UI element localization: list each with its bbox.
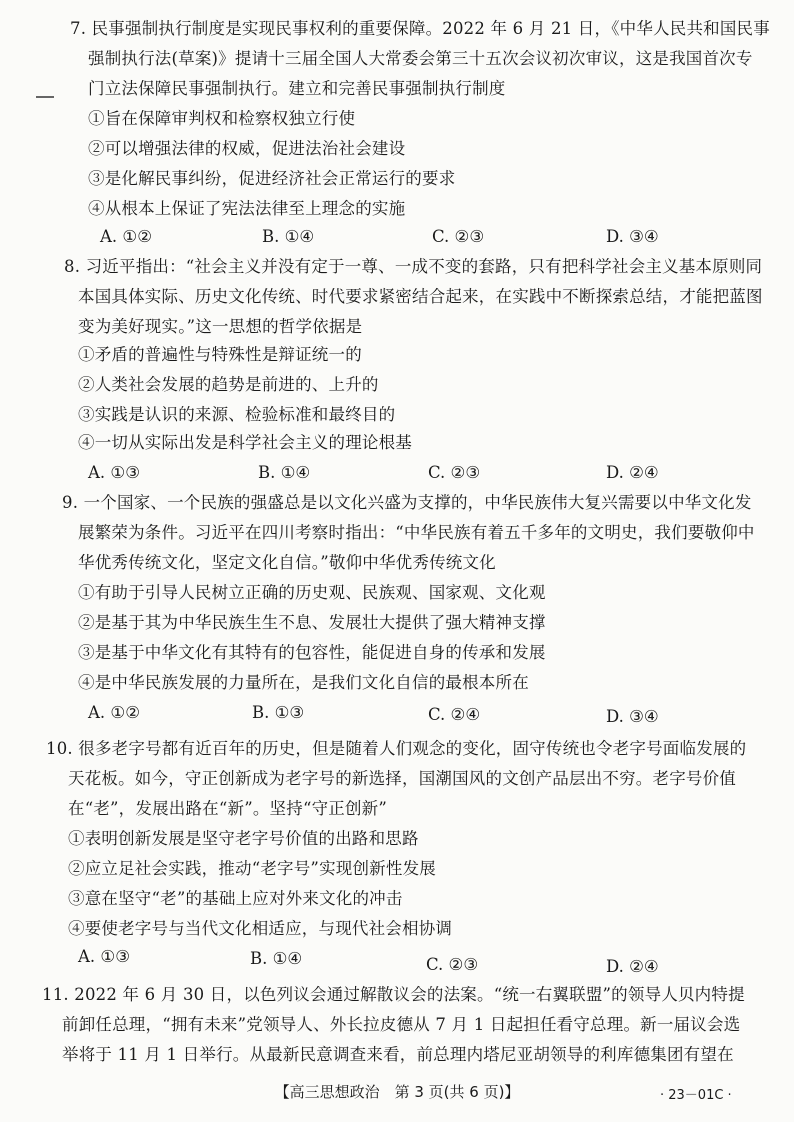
answer-item: ①有助于引导人民树立正确的历史观、民族观、国家观、文化观	[78, 583, 546, 602]
answer-item: ①表明创新发展是坚守老字号价值的出路和思路	[68, 829, 419, 848]
answer-item: ②是基于其为中华民族生生不息、发展壮大提供了强大精神支撑	[78, 613, 546, 632]
option-c[interactable]: C. ②③	[428, 463, 481, 482]
answer-item: ③是化解民事纠纷，促进经济社会正常运行的要求	[88, 169, 456, 188]
question-stem-line: 本国具体实际、历史文化传统、时代要求紧密结合起来，在实践中不断探索总结，才能把蓝图	[78, 287, 763, 306]
question-stem-line: 前卸任总理，“拥有未来”党领导人、外长拉皮德从 7 月 1 日起担任看守总理。新一届议会选	[62, 1015, 741, 1034]
question-stem-line: 11. 2022 年 6 月 30 日，以色列议会通过解散议会的法案。“统一右翼联盟”的领导人贝内特提	[42, 985, 745, 1004]
answer-item: ②可以增强法律的权威，促进法治社会建设	[88, 139, 406, 158]
option-d[interactable]: D. ②④	[606, 463, 659, 482]
question-stem-line: 举将于 11 月 1 日举行。从最新民意调查来看，前总理内塔尼亚胡领导的利库德集团有望在	[62, 1045, 734, 1064]
option-c[interactable]: C. ②③	[432, 227, 485, 246]
question-stem-line: 门立法保障民事强制执行。建立和完善民事强制执行制度	[88, 79, 506, 98]
answer-item: ④一切从实际出发是科学社会主义的理论根基	[78, 433, 412, 452]
question-stem-line: 8. 习近平指出：“社会主义并没有定于一尊、一成不变的套路，只有把科学社会主义基本原则同	[64, 257, 763, 276]
question-stem-line: 7. 民事强制执行制度是实现民事权利的重要保障。2022 年 6 月 21 日，《中华人民共和国民事	[70, 19, 770, 38]
option-d[interactable]: D. ②④	[606, 957, 659, 976]
question-stem-line: 在“老”，发展出路在“新”。坚持“守正创新”	[68, 799, 388, 818]
answer-item: ④要使老字号与当代文化相适应，与现代社会相协调	[68, 919, 453, 938]
question-stem-line: 天花板。如今，守正创新成为老字号的新选择，国潮国风的文创产品层出不穷。老字号价值	[68, 769, 736, 788]
answer-item: ③实践是认识的来源、检验标准和最终目的	[78, 405, 396, 424]
answer-item: ④从根本上保证了宪法法律至上理念的实施	[88, 199, 406, 218]
answer-item: ①矛盾的普遍性与特殊性是辩证统一的	[78, 345, 362, 364]
option-d[interactable]: D. ③④	[606, 707, 659, 726]
answer-item: ③是基于中华文化有其特有的包容性，能促进自身的传承和发展	[78, 643, 546, 662]
question-stem-line: 9. 一个国家、一个民族的强盛总是以文化兴盛为支撑的，中华民族伟大复兴需要以中华文化发	[62, 493, 752, 512]
paper-code: · 23－01C ·	[660, 1088, 732, 1103]
question-stem-line: 展繁荣为条件。习近平在四川考察时指出：“中华民族有着五千多年的文明史，我们要敬仰中	[78, 523, 755, 542]
option-c[interactable]: C. ②③	[426, 955, 479, 974]
answer-item: ②应立足社会实践，推动“老字号”实现创新性发展	[68, 859, 436, 878]
answer-item: ②人类社会发展的趋势是前进的、上升的	[78, 375, 379, 394]
option-d[interactable]: D. ③④	[606, 227, 659, 246]
question-stem-line: 华优秀传统文化，坚定文化自信。”敬仰中华优秀传统文化	[78, 553, 496, 572]
page-footer: 【高三思想政治 第 3 页(共 6 页)】	[274, 1083, 520, 1101]
option-b[interactable]: B. ①④	[258, 463, 311, 482]
question-stem-line: 强制执行法(草案)》提请十三届全国人大常委会第三十五次会议初次审议，这是我国首次专	[88, 49, 753, 68]
margin-mark	[36, 96, 54, 98]
option-a[interactable]: A. ①③	[78, 947, 130, 966]
question-stem-line: 变为美好现实。”这一思想的哲学依据是	[78, 317, 363, 336]
option-a[interactable]: A. ①②	[100, 227, 152, 246]
option-b[interactable]: B. ①④	[250, 949, 303, 968]
option-b[interactable]: B. ①④	[262, 227, 315, 246]
answer-item: ①旨在保障审判权和检察权独立行使	[88, 109, 356, 128]
option-c[interactable]: C. ②④	[428, 705, 481, 724]
answer-item: ③意在坚守“老”的基础上应对外来文化的冲击	[68, 889, 403, 908]
option-b[interactable]: B. ①③	[252, 703, 305, 722]
answer-item: ④是中华民族发展的力量所在，是我们文化自信的最根本所在	[78, 673, 529, 692]
question-stem-line: 10. 很多老字号都有近百年的历史，但是随着人们观念的变化，固守传统也令老字号面临发展的	[46, 739, 747, 758]
option-a[interactable]: A. ①②	[88, 703, 140, 722]
option-a[interactable]: A. ①③	[88, 463, 140, 482]
